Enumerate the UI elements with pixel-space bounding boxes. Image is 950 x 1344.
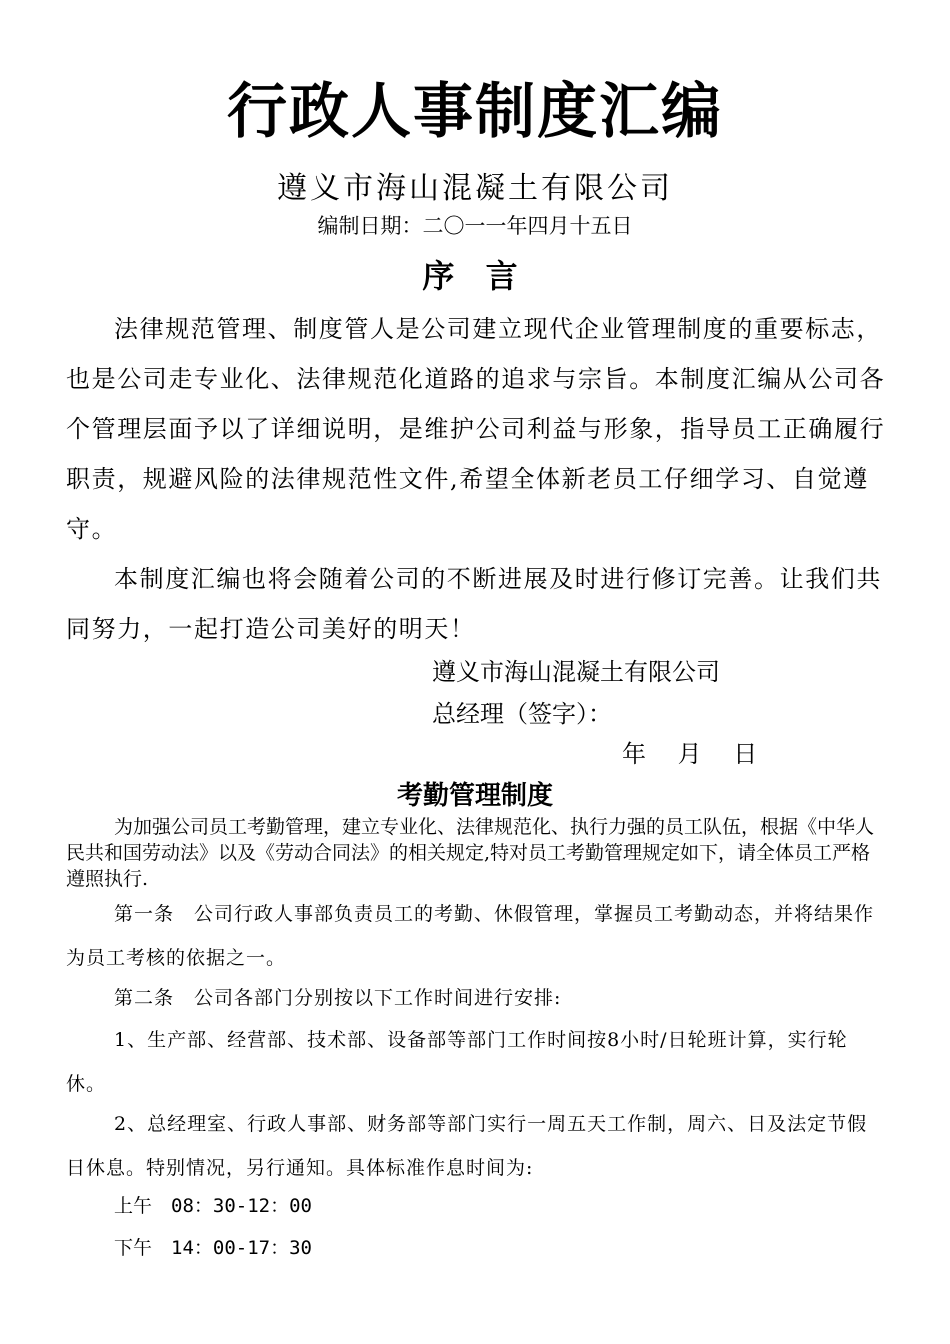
section-heading: 考勤管理制度 — [396, 781, 553, 811]
article-paragraph: 2、总经理室、行政人事部、财务部等部门实行一周五天工作制，周六、日及法定节假日休息。特别情况，另行通知。具体标准作息时间为: — [66, 1113, 868, 1179]
compile-date: 编制日期：二〇一一年四月十五日 — [317, 214, 633, 238]
company-name: 遵义市海山混凝土有限公司 — [277, 171, 673, 206]
preface-heading: 序 言 — [422, 257, 528, 295]
signature-manager: 总经理（签字）： — [432, 700, 612, 728]
article-paragraph: 第二条 公司各部门分别按以下工作时间进行安排: — [114, 987, 562, 1009]
schedule-afternoon: 下午 14：00-17：30 — [114, 1237, 312, 1259]
schedule-morning: 上午 08：30-12：00 — [114, 1195, 312, 1217]
article-paragraph: 第一条 公司行政人事部负责员工的考勤、休假管理，掌握员工考勤动态，并将结果作为员工考核的依据之一。 — [66, 903, 875, 969]
signature-date: 年 月 日 — [622, 740, 770, 768]
article-paragraph: 1、生产部、经营部、技术部、设备部等部门工作时间按8小时/日轮班计算，实行轮休。 — [66, 1029, 848, 1095]
preface-paragraph: 法律规范管理、制度管人是公司建立现代企业管理制度的重要标志，也是公司走专业化、法律规范化道路的追求与宗旨。本制度汇编从公司各个管理层面予以了详细说明，是维护公司利益与形象，指导员工正确履行职责，规避风险的法律规范性文件,希望全体新老员工仔细学习、自觉遵守。 — [66, 315, 886, 543]
preface-paragraph: 本制度汇编也将会随着公司的不断进展及时进行修订完善。让我们共同努力，一起打造公司美好的明天！ — [66, 565, 882, 643]
section-intro: 为加强公司员工考勤管理，建立专业化、法律规范化、执行力强的员工队伍，根据《中华人民共和国劳动法》以及《劳动合同法》的相关规定,特对员工考勤管理规定如下，请全体员工严格遵照执行. — [66, 816, 875, 890]
document-title: 行政人事制度汇编 — [227, 77, 723, 147]
signature-company: 遵义市海山混凝土有限公司 — [432, 658, 720, 686]
